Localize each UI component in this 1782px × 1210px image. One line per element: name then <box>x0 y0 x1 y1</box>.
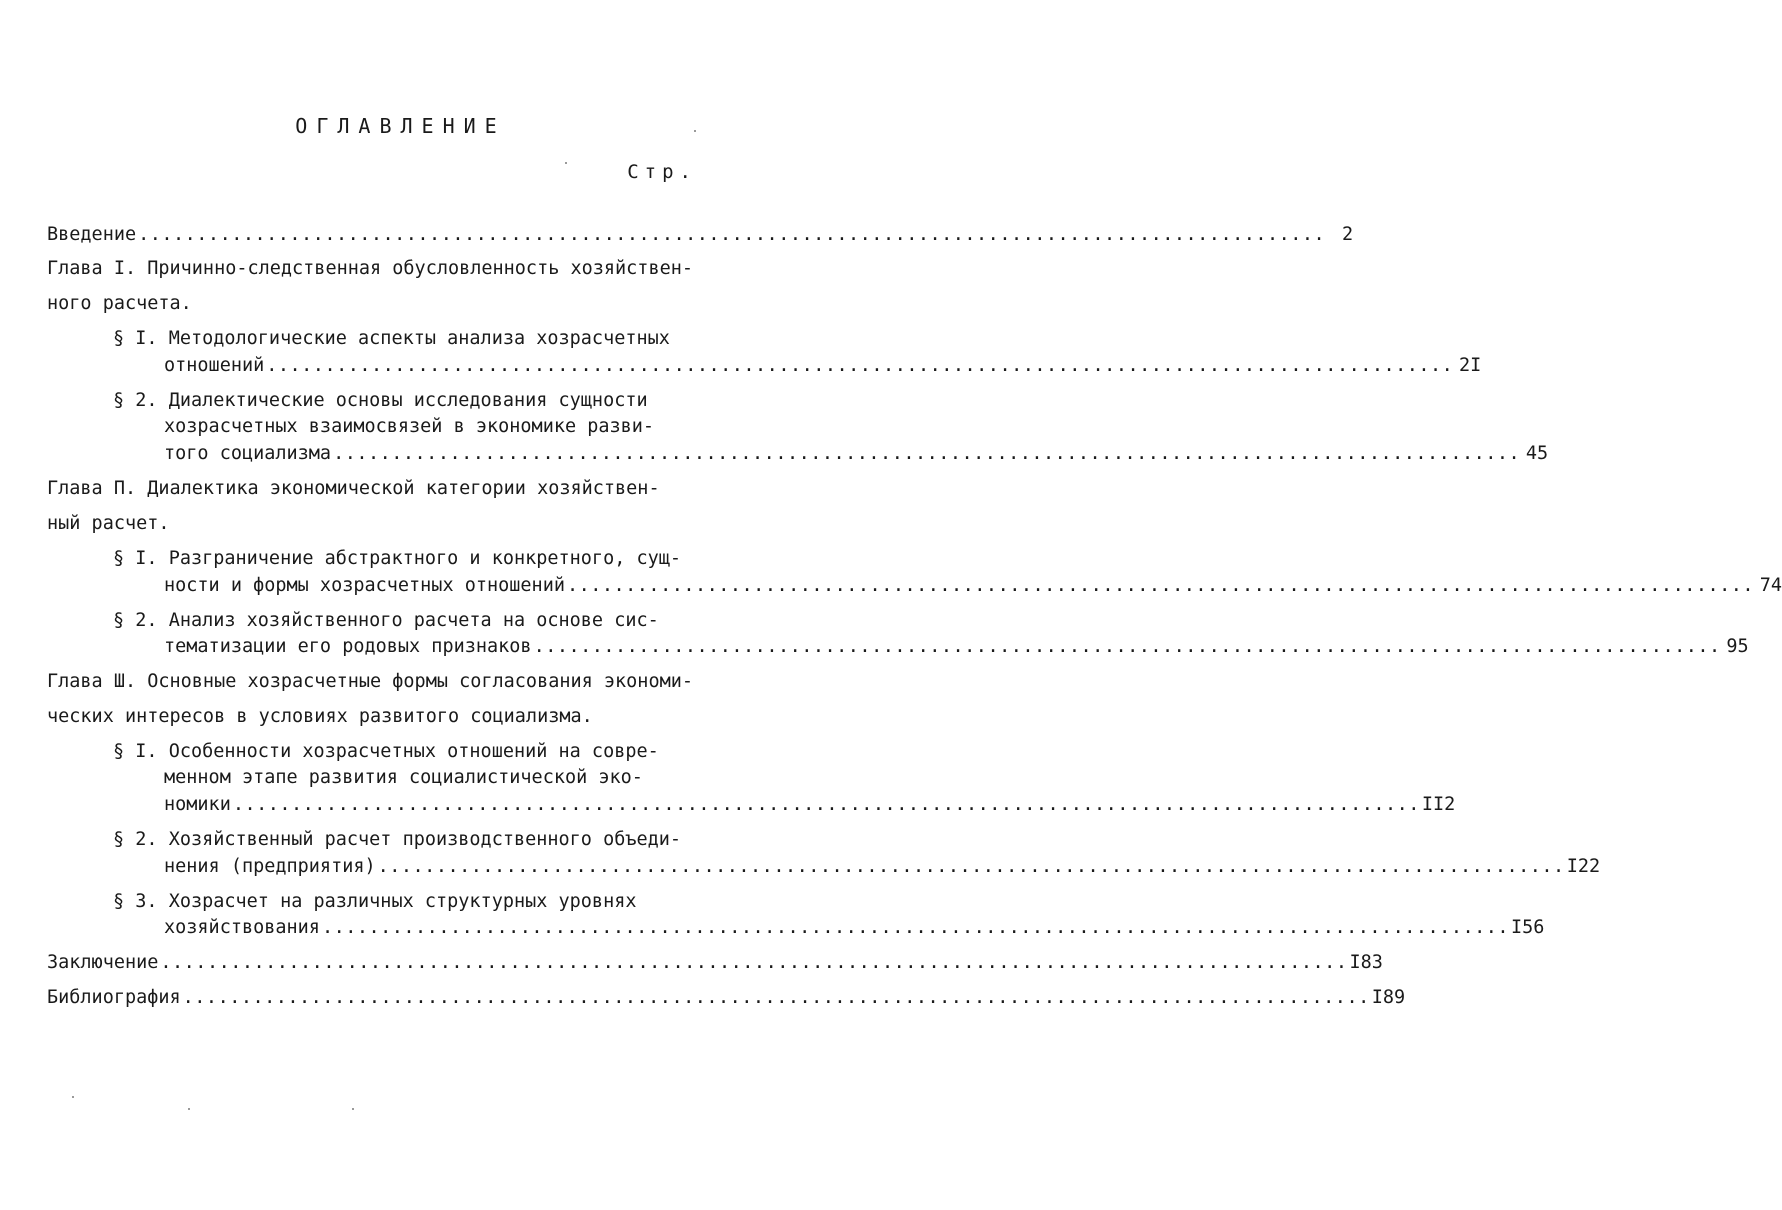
chapter-2-heading-line2: ный расчет. <box>47 513 170 534</box>
toc-page-number: 95 <box>1726 636 1749 657</box>
toc-label: хозяйствования <box>164 917 320 938</box>
scan-speck <box>72 1096 74 1098</box>
chapter-2-heading-line1[interactable]: Глава П. Диалектика экономической категории хозяйствен- <box>47 478 660 499</box>
toc-label: отношений <box>164 355 265 376</box>
toc-page-number: 45 <box>1525 443 1549 464</box>
toc-entry-ch3-s3[interactable] <box>164 917 1545 939</box>
ch3-section-1-line2: менном этапе развития социалистической эко- <box>164 767 643 788</box>
toc-leader: ...................................................................................................... <box>266 355 1454 376</box>
toc-leader: ...................................................................................................... <box>182 987 1370 1008</box>
toc-label: номики <box>164 794 231 815</box>
toc-page-number: I83 <box>1349 952 1383 973</box>
toc-entry-bibliography[interactable] <box>47 987 1406 1009</box>
toc-label: нения (предприятия) <box>164 856 376 877</box>
toc-entry-intro[interactable] <box>47 224 1354 246</box>
chapter-3-heading-line2: ческих интересов в условиях развитого социализма. <box>47 706 593 727</box>
ch2-section-1-line1[interactable]: § I. Разграничение абстрактного и конкретного, сущ- <box>113 548 682 569</box>
ch2-section-2-line1[interactable]: § 2. Анализ хозяйственного расчета на основе сис- <box>113 610 659 631</box>
chapter-1-heading-line2: ного расчета. <box>47 293 192 314</box>
toc-label: ности и формы хозрасчетных отношений <box>164 575 565 596</box>
toc-leader: ...................................................................................................... <box>232 794 1420 815</box>
toc-page-number: 2I <box>1459 355 1482 376</box>
toc-entry-ch1-s1[interactable] <box>164 355 1482 377</box>
toc-entry-ch1-s2[interactable] <box>164 443 1549 465</box>
toc-label: Введение <box>47 224 137 245</box>
ch3-section-2-line1[interactable]: § 2. Хозяйственный расчет производственного объеди- <box>113 829 682 850</box>
chapter-1-heading-line1[interactable]: Глава I. Причинно-следственная обусловленность хозяйствен- <box>47 258 694 279</box>
toc-page-number: 74 <box>1759 575 1782 596</box>
toc-leader: ...................................................................................................... <box>377 856 1565 877</box>
toc-entry-ch2-s2[interactable] <box>164 636 1749 658</box>
toc-entry-ch3-s2[interactable] <box>164 856 1601 878</box>
scan-speck <box>694 130 696 132</box>
toc-leader: ...................................................................................................... <box>160 952 1348 973</box>
ch1-section-2-line1[interactable]: § 2. Диалектические основы исследования сущности <box>113 390 648 411</box>
ch1-section-1-line1[interactable]: § I. Методологические аспекты анализа хозрасчетных <box>113 328 670 349</box>
toc-label: того социализма <box>164 443 332 464</box>
ch3-section-1-line1[interactable]: § I. Особенности хозрасчетных отношений на совре- <box>113 741 659 762</box>
toc-page-number: I89 <box>1371 987 1406 1008</box>
toc-label: тематизации его родовых признаков <box>164 636 532 657</box>
ch1-section-2-line2: хозрасчетных взаимосвязей в экономике разви- <box>164 416 655 437</box>
toc-entry-ch3-s1[interactable] <box>164 794 1456 816</box>
toc-page-number: I22 <box>1566 856 1601 877</box>
toc-leader: ...................................................................................................... <box>566 575 1755 596</box>
toc-leader: ...................................................................................................... <box>138 224 1326 245</box>
scan-speck <box>565 162 567 164</box>
toc-leader: ...................................................................................................... <box>333 443 1521 464</box>
toc-page-number: I56 <box>1511 917 1545 938</box>
toc-label: Заключение <box>47 952 159 973</box>
toc-page-number: 2 <box>1342 224 1354 245</box>
toc-page-number: II2 <box>1421 794 1456 815</box>
toc-entry-ch2-s1[interactable] <box>164 575 1782 597</box>
scan-speck <box>352 1108 354 1110</box>
page-column-label: Стр. <box>627 161 697 183</box>
toc-leader: ...................................................................................................... <box>321 917 1510 938</box>
ch3-section-3-line1[interactable]: § 3. Хозрасчет на различных структурных уровнях <box>113 891 637 912</box>
scan-speck <box>188 1108 190 1110</box>
page-title: ОГЛАВЛЕНИЕ <box>295 114 506 138</box>
toc-label: Библиография <box>47 987 181 1008</box>
chapter-3-heading-line1[interactable]: Глава Ш. Основные хозрасчетные формы согласования экономи- <box>47 671 694 692</box>
toc-leader: ...................................................................................................... <box>533 636 1721 657</box>
toc-entry-conclusion[interactable] <box>47 952 1383 974</box>
